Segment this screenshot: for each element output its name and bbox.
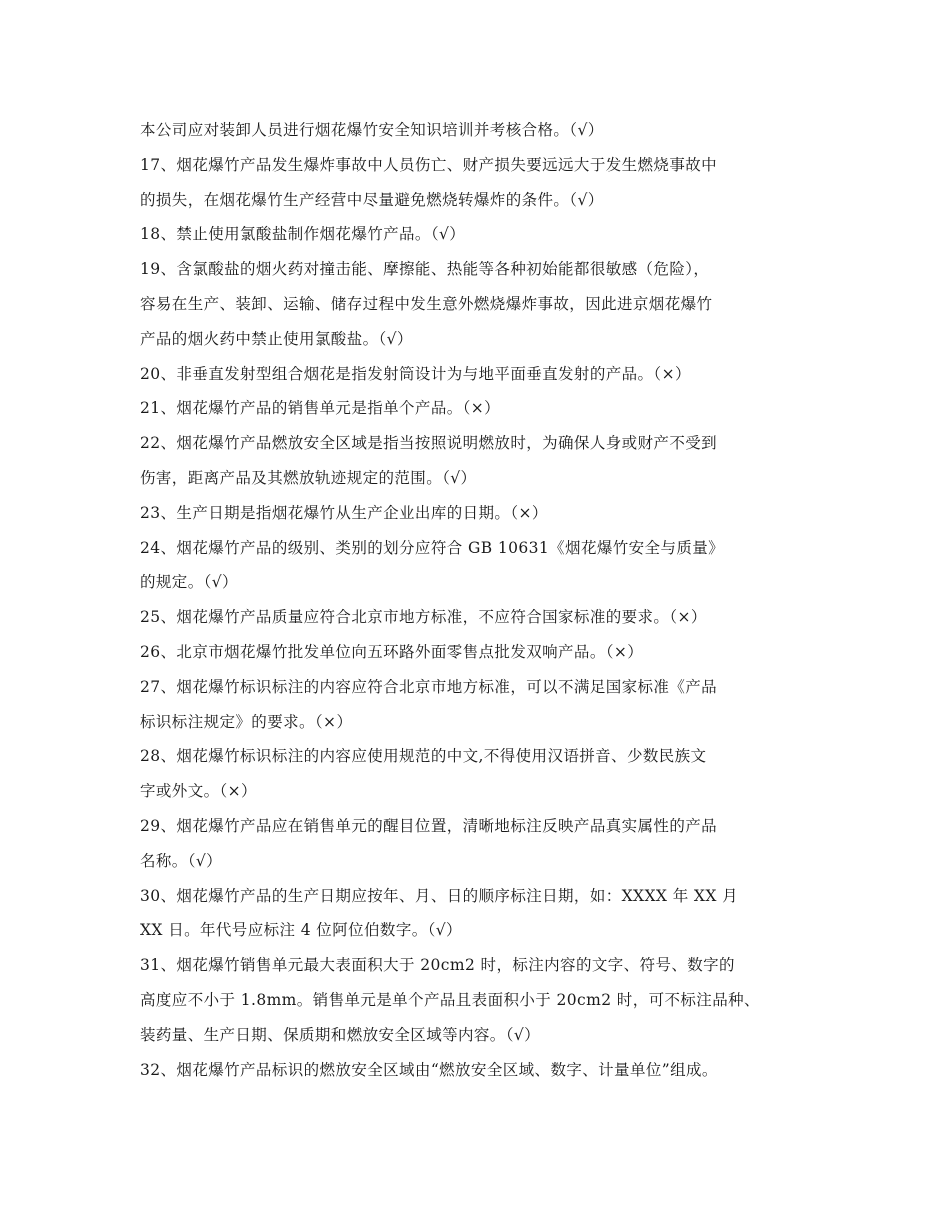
text-line: 标识标注规定》的要求。（×） (140, 712, 353, 731)
text-line: 17、烟花爆竹产品发生爆炸事故中人员伤亡、财产损失要远远大于发生燃烧事故中 (140, 155, 718, 174)
text-line: 产品的烟火药中禁止使用氯酸盐。（√） (140, 329, 413, 348)
text-line: 23、生产日期是指烟花爆竹从生产企业出库的日期。（×） (140, 503, 548, 522)
text-line: 32、烟花爆竹产品标识的燃放安全区域由“燃放安全区域、数字、计量单位”组成。 (140, 1060, 718, 1079)
text-line: 24、烟花爆竹产品的级别、类别的划分应符合 GB 10631《烟花爆竹安全与质量》 (140, 538, 725, 557)
text-line: XX 日。年代号应标注 4 位阿位伯数字。（√） (140, 921, 462, 940)
text-line: 30、烟花爆竹产品的生产日期应按年、月、日的顺序标注日期，如：XXXX 年 XX 月 (140, 886, 739, 905)
text-line: 21、烟花爆竹产品的销售单元是指单个产品。（×） (140, 399, 501, 418)
text-line: 25、烟花爆竹产品质量应符合北京市地方标准，不应符合国家标准的要求。（×） (140, 608, 707, 627)
text-line: 的损失，在烟花爆竹生产经营中尽量避免燃烧转爆炸的条件。（√） (140, 190, 604, 209)
text-line: 字或外文。（×） (140, 782, 257, 801)
text-line: 19、含氯酸盐的烟火药对撞击能、摩擦能、热能等各种初始能都很敏感（危险）， (140, 260, 710, 279)
text-line: 容易在生产、装卸、运输、储存过程中发生意外燃烧爆炸事故，因此进京烟花爆竹 (140, 294, 713, 313)
text-line: 31、烟花爆竹销售单元最大表面积大于 20cm2 时，标注内容的文字、符号、数字的 (140, 956, 735, 975)
text-line: 22、烟花爆竹产品燃放安全区域是指当按照说明燃放时，为确保人身或财产不受到 (140, 434, 718, 453)
text-line: 26、北京市烟花爆竹批发单位向五环路外面零售点批发双响产品。（×） (140, 642, 644, 661)
text-line: 20、非垂直发射型组合烟花是指发射筒设计为与地平面垂直发射的产品。（×） (140, 364, 691, 383)
text-line: 28、烟花爆竹标识标注的内容应使用规范的中文,不得使用汉语拼音、少数民族文 (140, 747, 707, 766)
text-line: 装药量、生产日期、保质期和燃放安全区域等内容。（√） (140, 1025, 541, 1044)
text-line: 18、禁止使用氯酸盐制作烟花爆竹产品。（√） (140, 225, 466, 244)
text-line: 高度应不小于 1.8mm。销售单元是单个产品且表面积小于 20cm2 时，可不标注品种、 (140, 990, 760, 1009)
document-body (140, 113, 840, 1087)
text-line: 29、烟花爆竹产品应在销售单元的醒目位置，清晰地标注反映产品真实属性的产品 (140, 816, 718, 835)
text-line: 本公司应对装卸人员进行烟花爆竹安全知识培训并考核合格。（√） (140, 121, 604, 139)
text-line: 伤害，距离产品及其燃放轨迹规定的范围。（√） (140, 468, 477, 487)
text-line: 的规定。（√） (140, 573, 238, 592)
text-line: 名称。（√） (140, 851, 223, 870)
text-line: 27、烟花爆竹标识标注的内容应符合北京市地方标准，可以不满足国家标准《产品 (140, 677, 718, 696)
